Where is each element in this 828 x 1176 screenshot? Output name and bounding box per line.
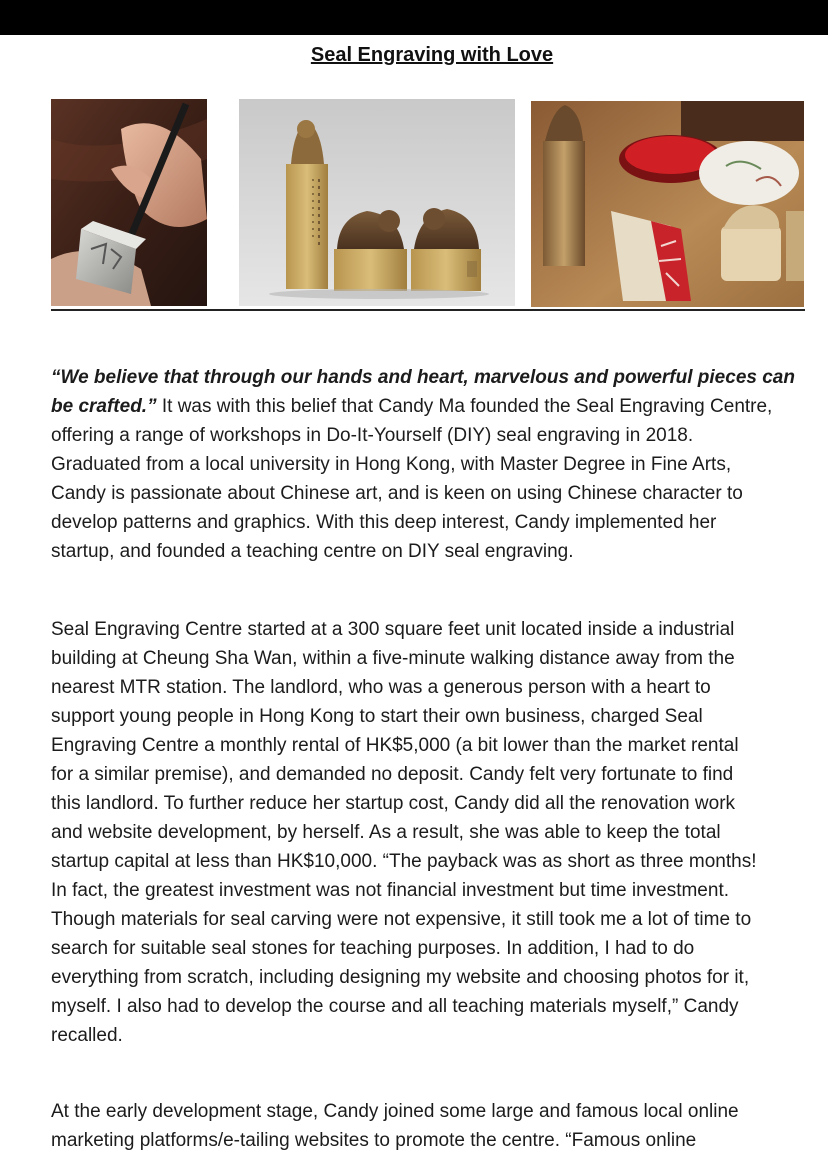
seals-with-ink-paste-photo (531, 101, 804, 307)
seal-stones-photo (239, 99, 515, 306)
paragraph-line: nearest MTR station. The landlord, who was a generous person with a heart to (51, 677, 711, 698)
paragraph-line: Candy is passionate about Chinese art, and is keen on using Chinese character to (51, 483, 743, 504)
hand-engraving-seal-photo (51, 99, 207, 306)
paragraph-line: search for suitable seal stones for teaching purposes. In addition, I had to do (51, 938, 695, 959)
paragraph-line: startup capital at less than HK$10,000. “The payback was as short as three months! (51, 851, 757, 872)
paragraph-line: for a similar premise), and demanded no deposit. Candy felt very fortunate to find (51, 764, 734, 785)
quote-end: be crafted.” (51, 396, 157, 417)
paragraph-line: Seal Engraving Centre started at a 300 square feet unit located inside a industrial (51, 619, 735, 640)
paragraph-line: Graduated from a local university in Hong Kong, with Master Degree in Fine Arts, (51, 454, 732, 475)
paragraph-line: everything from scratch, including designing my website and choosing photos for it, (51, 967, 750, 988)
paragraph-line: Though materials for seal carving were not expensive, it still took me a lot of time to (51, 909, 752, 930)
top-bar (0, 0, 828, 35)
paragraph-line: myself. I also had to develop the course and all teaching materials myself,” Candy (51, 996, 739, 1017)
paragraph-line: develop patterns and graphics. With this deep interest, Candy implemented her (51, 512, 717, 533)
quote-line-1: “We believe that through our hands and heart, marvelous and powerful pieces can (51, 367, 795, 388)
paragraph-line: offering a range of workshops in Do-It-Yourself (DIY) seal engraving in 2018. (51, 425, 694, 446)
paragraph-line: At the early development stage, Candy joined some large and famous local online (51, 1101, 739, 1122)
paragraph-line: building at Cheung Sha Wan, within a five-minute walking distance away from the (51, 648, 735, 669)
document-title: Seal Engraving with Love (310, 44, 554, 66)
paragraph-line: this landlord. To further reduce her startup cost, Candy did all the renovation work (51, 793, 736, 814)
quote-tail: It was with this belief that Candy Ma founded the Seal Engraving Centre, (156, 396, 773, 417)
paragraph-line: and website development, by herself. As a result, she was able to keep the total (51, 822, 721, 843)
paragraph-line: marketing platforms/e-tailing websites to promote the centre. “Famous online (51, 1130, 697, 1151)
paragraph-2 (51, 615, 816, 1050)
paragraph-3 (51, 1097, 816, 1155)
paragraph-line: In fact, the greatest investment was not financial investment but time investment. (51, 880, 729, 901)
paragraph-1 (51, 363, 816, 566)
paragraph-line: recalled. (51, 1025, 123, 1046)
quote-line-2 (51, 392, 816, 421)
horizontal-rule (51, 309, 805, 311)
paragraph-line: Engraving Centre a monthly rental of HK$5,000 (a bit lower than the market rental (51, 735, 739, 756)
photo-strip (0, 99, 828, 309)
paragraph-line: support young people in Hong Kong to start their own business, charged Seal (51, 706, 703, 727)
paragraph-line: startup, and founded a teaching centre on DIY seal engraving. (51, 541, 574, 562)
